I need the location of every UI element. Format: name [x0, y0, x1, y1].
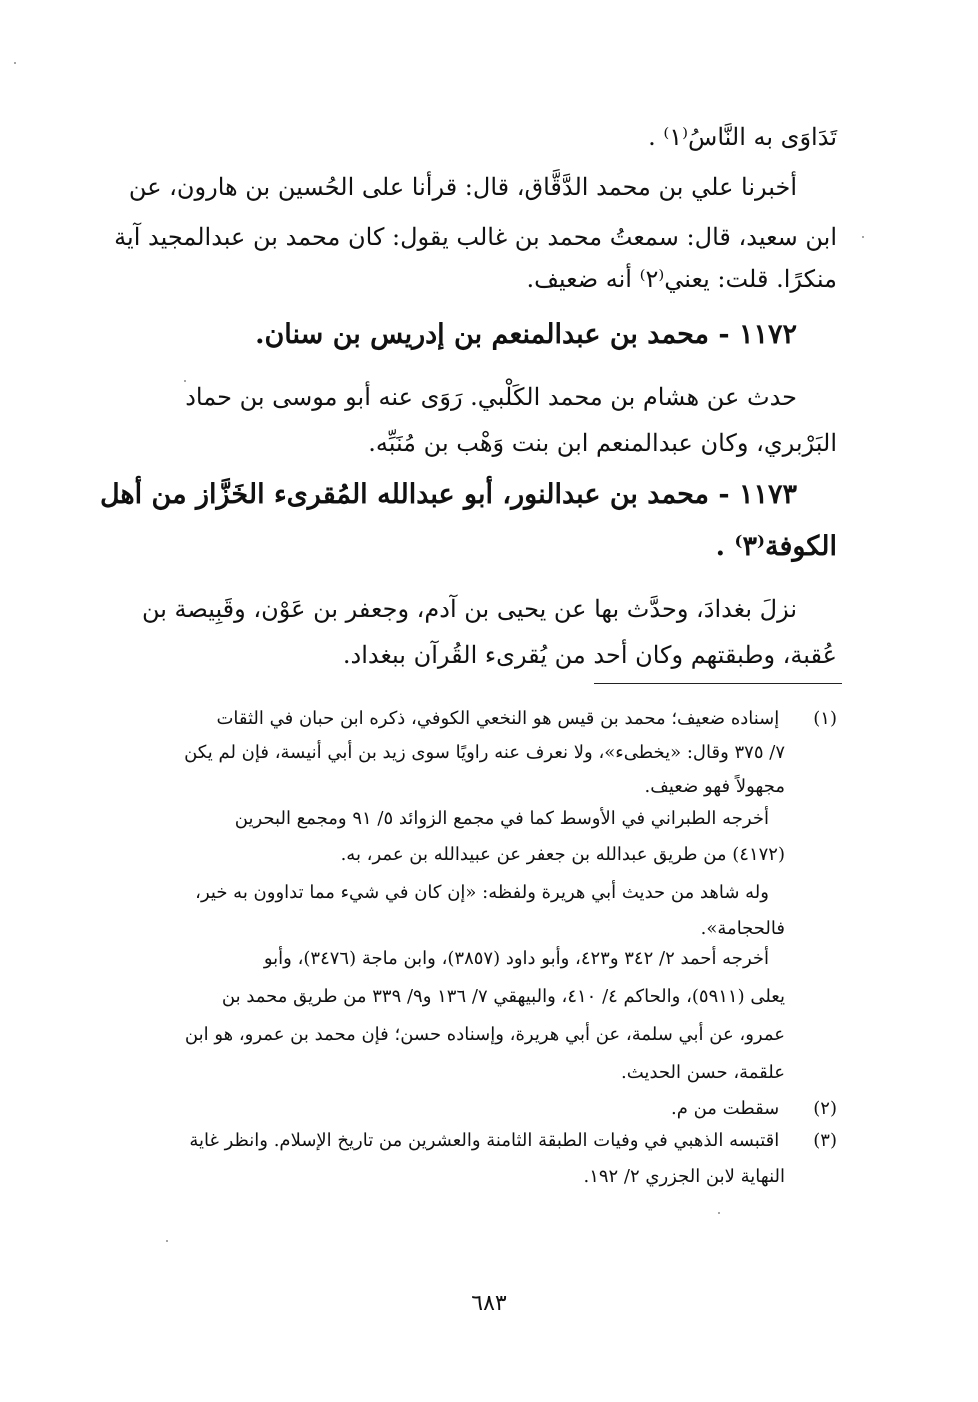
footnote-text: أخرجه أحمد ٢/ ٣٤٢ و٤٢٣، وأبو داود (٣٨٥٧)، وابن ماجة (٣٤٧٦)، وأبو	[263, 948, 769, 969]
scan-speck	[862, 236, 864, 238]
footnote-2	[132, 1096, 837, 1122]
footnote-text: سقطت من م.	[670, 1098, 780, 1119]
footnote-text: إسناده ضعيف؛ محمد بن قيس هو النخعي الكوفي، ذكره ابن حبان في الثقات	[216, 708, 780, 729]
scan-speck	[718, 1212, 720, 1214]
footnote-text: عمرو، عن أبي سلمة، عن أبي هريرة، وإسناده حسن؛ فإن محمد بن عمرو، هو ابن	[184, 1024, 785, 1045]
footnote-3	[132, 1128, 837, 1154]
footnote-number: (٣)	[813, 1130, 837, 1151]
footnote-separator	[594, 683, 842, 684]
paragraph-line: نزلَ بغدادَ، وحدَّث بها عن يحيى بن آدم، وجعفر بن عَوْن، وقَبِيصة بن	[141, 595, 797, 623]
footnote-number: (١)	[813, 708, 837, 729]
scan-speck	[166, 1240, 168, 1242]
footnote-text: وله شاهد من حديث أبي هريرة ولفظه: «إن كان في شيء مما تداوون به خير،	[195, 882, 769, 903]
paragraph-line: أخبرنا علي بن محمد الدَّقَّاق، قال: قرأنا على الحُسين بن هارون، عن	[128, 173, 797, 201]
footnote-text: اقتبسه الذهبي في وفيات الطبقة الثامنة والعشرين من تاريخ الإسلام. وانظر غاية	[189, 1130, 780, 1151]
footnote-number: (٢)	[813, 1098, 837, 1119]
footnote-1	[132, 706, 837, 732]
paragraph-line: ابن سعيد، قال: سمعتُ محمد بن غالب يقول: كان محمد بن عبدالمجيد آية	[114, 223, 837, 251]
paragraph-line: حدث عن هشام بن محمد الكَلْبي. رَوَى عنه أبو موسى بن حماد	[185, 383, 797, 411]
paragraph-line: عُقبة، وطبقتهم وكان أحد من يُقرىء القُرآن ببغداد.	[342, 641, 837, 669]
paragraph-line: البَرْبري، وكان عبدالمنعم ابن بنت وَهْب بن مُنَبِّه.	[368, 429, 837, 457]
entry-heading-1173: ١١٧٣ - محمد بن عبدالنور، أبو عبدالله المُقرىء الخَزَّاز من أهل	[99, 479, 797, 510]
page-number: ٦٨٣	[471, 1291, 507, 1316]
footnote-text: يعلى (٥٩١١)، والحاكم ٤/ ٤١٠، والبيهقي ٧/ ١٣٦ و٩/ ٣٣٩ من طريق محمد بن	[221, 986, 785, 1007]
footnote-text: علقمة، حسن الحديث.	[621, 1062, 785, 1083]
scan-speck	[184, 380, 186, 382]
footnote-text: ٧/ ٣٧٥ وقال: «يخطىء»، ولا نعرف عنه راويًا سوى زيد بن أبي أنيسة، فإن لم يكن	[184, 742, 785, 763]
text-line: تَدَاوَى به النَّاسُ⁽١⁾ .	[648, 123, 837, 151]
entry-heading-1172: ١١٧٢ - محمد بن عبدالمنعم بن إدريس بن سنان.	[255, 319, 797, 350]
footnote-text: (٤١٧٢) من طريق عبدالله بن جعفر عن عبيدالله بن عمر، به.	[340, 844, 785, 865]
scan-speck	[14, 62, 16, 64]
entry-heading-1173-cont: الكوفة⁽٣⁾ .	[715, 531, 837, 562]
footnote-text: مجهولاً فهو ضعيف.	[644, 776, 785, 797]
footnote-text: فالحجامة».	[700, 918, 785, 939]
paragraph-line: منكرًا. قلت: يعني⁽٢⁾ أنه ضعيف.	[526, 265, 837, 293]
footnote-text: النهاية لابن الجزري ٢/ ١٩٢.	[583, 1166, 785, 1187]
footnote-text: أخرجه الطبراني في الأوسط كما في مجمع الزوائد ٥/ ٩١ ومجمع البحرين	[234, 808, 769, 829]
